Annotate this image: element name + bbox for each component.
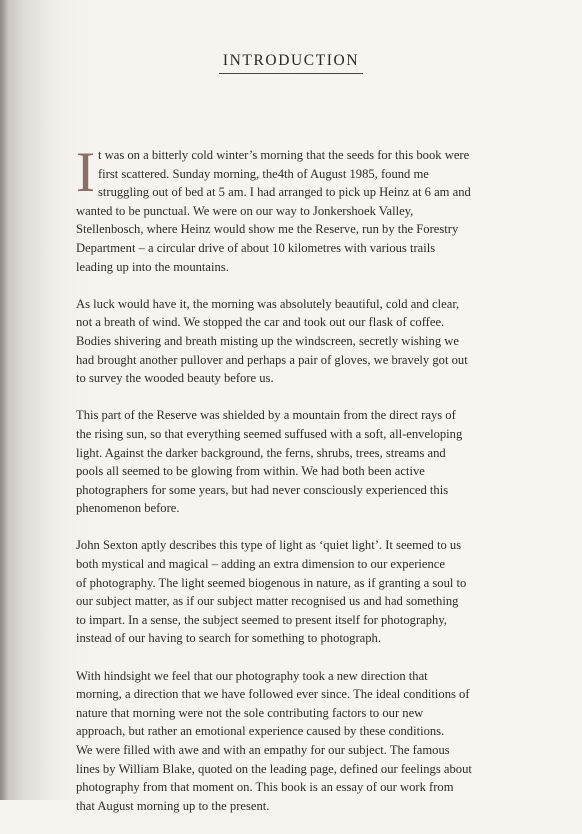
text-line: to survey the wooded beauty before us. xyxy=(76,371,274,386)
text-line: John Sexton aptly describes this type of light as ‘quiet light’. It seemed to us xyxy=(76,538,462,553)
text-line: We were filled with awe and with an empathy for our subject. The famous xyxy=(76,743,450,757)
text-line: photographers for some years, but had never consciously experienced this xyxy=(76,482,449,497)
text-line: With hindsight we feel that our photography took a new direction that xyxy=(76,668,428,683)
chapter-heading-container xyxy=(0,52,582,74)
paragraph-4 xyxy=(76,536,526,648)
text-line: As luck would have it, the morning was absolutely beautiful, cold and clear, xyxy=(76,296,460,311)
text-line: not a breath of wind. We stopped the car and took out our flask of coffee. xyxy=(76,315,445,330)
text-line: both mystical and magical – adding an extra dimension to our experience xyxy=(76,557,445,572)
spine-shadow xyxy=(0,0,8,800)
text-line: struggling out of bed at 5 am. I had arranged to pick up Heinz at 6 am and xyxy=(97,185,471,200)
text-line: leading up into the mountains. xyxy=(76,259,229,274)
text-line: that August morning up to the present. xyxy=(76,798,270,813)
text-line: lines by William Blake, quoted on the leading page, defined our feelings about xyxy=(76,761,472,776)
text-line: This part of the Reserve was shielded by a mountain from the direct rays of xyxy=(76,408,456,423)
text-line: our subject matter, as if our subject matter recognised us and had something xyxy=(76,594,459,609)
text-line: pools all seemed to be glowing from within. We had both been active xyxy=(76,464,425,479)
drop-cap-letter: I xyxy=(76,141,95,204)
text-line: first scattered. Sunday morning, the4th of August 1985, found me xyxy=(97,166,429,181)
paragraph-3 xyxy=(76,406,526,518)
text-line: morning, a direction that we have followed ever since. The ideal conditions of xyxy=(76,687,470,702)
text-line: Stellenbosch, where Heinz would show me the Reserve, run by the Forestry xyxy=(76,222,459,237)
paragraph-1 xyxy=(76,141,526,276)
text-line: instead of our having to search for something to photograph. xyxy=(76,631,381,646)
chapter-heading: INTRODUCTION xyxy=(219,52,363,74)
paragraph-5 xyxy=(76,667,526,816)
text-line: Department – a circular drive of about 10 kilometres with various trails xyxy=(76,240,436,255)
paragraph-2 xyxy=(76,295,526,388)
text-line: nature that morning were not the sole contributing factors to our new xyxy=(76,705,424,720)
text-line: of photography. The light seemed biogenous in nature, as if granting a soul to xyxy=(76,575,467,590)
introduction-body xyxy=(76,141,526,834)
text-line: t was on a bitterly cold winter’s morning that the seeds for this book were xyxy=(97,148,470,162)
text-line: wanted to be punctual. We were on our way to Jonkershoek Valley, xyxy=(76,203,414,218)
text-line: had brought another pullover and perhaps a pair of gloves, we bravely got out xyxy=(76,352,468,367)
text-line: approach, but rather an emotional experience caused by these conditions. xyxy=(76,724,445,739)
text-line: photography from that moment on. This book is an essay of our work from xyxy=(76,780,454,795)
text-line: phenomenon before. xyxy=(76,501,180,516)
text-line: to impart. In a sense, the subject seemed to present itself for photography, xyxy=(76,612,447,627)
text-line: the rising sun, so that everything seemed suffused with a soft, all-enveloping xyxy=(76,426,463,441)
text-line: Bodies shivering and breath misting up the windscreen, secretly wishing we xyxy=(76,333,459,348)
text-line: light. Against the darker background, the ferns, shrubs, trees, streams and xyxy=(76,445,446,460)
